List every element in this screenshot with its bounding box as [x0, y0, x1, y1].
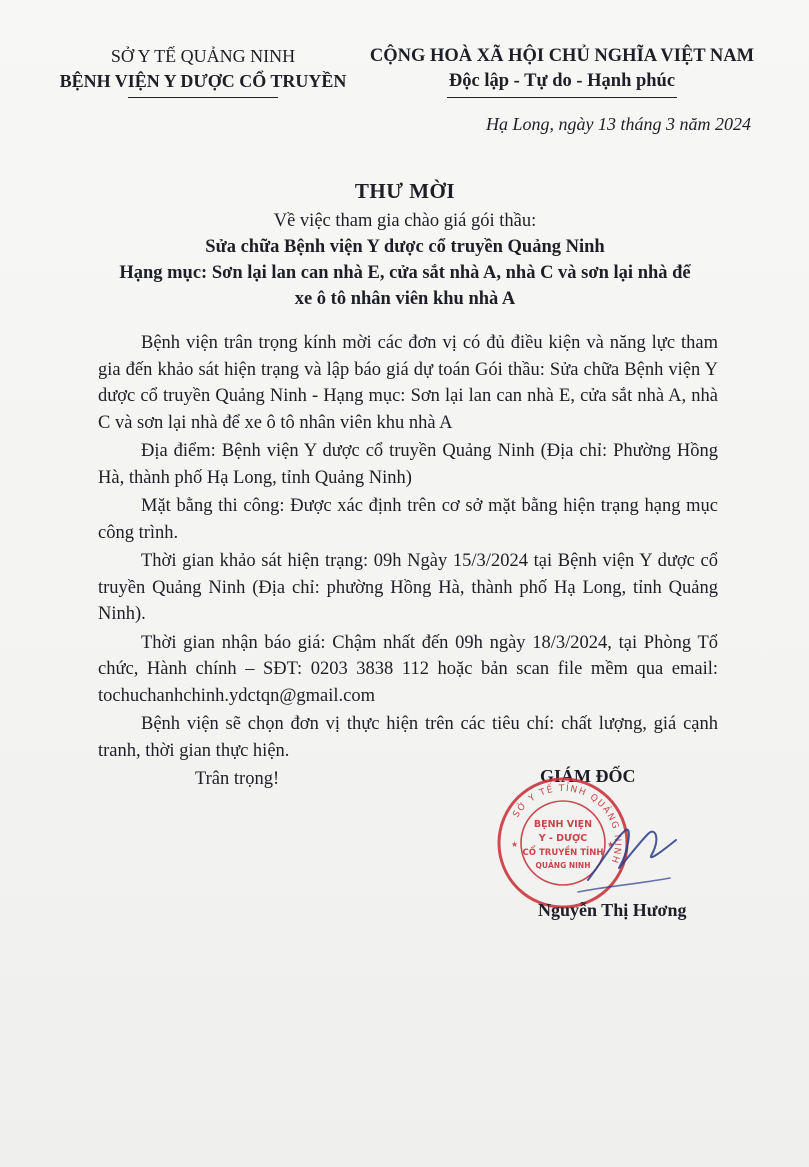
- signer-name: Nguyễn Thị Hương: [538, 900, 687, 920]
- survey-time-paragraph: Thời gian khảo sát hiện trạng: 09h Ngày 15/3/2024 tại Bệnh viện Y dược cổ truyền Quảng Ninh (Địa chỉ: phường Hồng Hà, thành phố Hạ Long, tỉnh Quảng Ninh).: [98, 551, 718, 624]
- seal-line-3: CỔ TRUYỀN TỈNH: [522, 848, 604, 858]
- letter-subject: Về việc tham gia chào giá gói thầu:: [273, 211, 537, 231]
- letter-title: THƯ MỜI: [354, 179, 456, 203]
- letter-body: [98, 330, 718, 795]
- seal-line-1: BỆNH VIỆN: [533, 819, 593, 830]
- site-paragraph: Mặt bằng thi công: Được xác định trên cơ sở mặt bằng hiện trạng hạng mục công trình.: [98, 496, 718, 543]
- issuing-agency-header: [48, 44, 358, 98]
- item-line-2: xe ô tô nhân viên khu nhà A: [294, 289, 516, 309]
- svg-text:★: ★: [511, 840, 519, 849]
- handwritten-signature: [548, 800, 688, 910]
- department-name: SỞ Y TẾ QUẢNG NINH: [110, 46, 296, 66]
- seal-line-2: Y - DƯỢC: [538, 833, 588, 844]
- title-block: [60, 178, 750, 312]
- item-line-1: Hạng mục: Sơn lại lan can nhà E, cửa sắt nhà A, nhà C và sơn lại nhà để: [119, 263, 691, 283]
- date-line: Hạ Long, ngày 13 tháng 3 năm 2024: [486, 114, 751, 134]
- header-left-underline: [128, 97, 278, 98]
- package-name: Sửa chữa Bệnh viện Y dược cổ truyền Quảng Ninh: [205, 237, 605, 257]
- national-header: [362, 44, 762, 98]
- location-paragraph: Địa điểm: Bệnh viện Y dược cổ truyền Quảng Ninh (Địa chỉ: Phường Hồng Hà, thành phố Hạ Long, tỉnh Quảng Ninh): [98, 441, 718, 488]
- selection-criteria-paragraph: Bệnh viện sẽ chọn đơn vị thực hiện trên các tiêu chí: chất lượng, giá cạnh tranh, thời gian thực hiện.: [98, 714, 718, 761]
- quote-deadline-paragraph: Thời gian nhận báo giá: Chậm nhất đến 09h ngày 18/3/2024, tại Phòng Tổ chức, Hành chính – SĐT: 0203 3838 112 hoặc bản scan file mềm qua email: tochuchanhchinh.ydctqn@gmail.com: [98, 632, 718, 706]
- hospital-name: BỆNH VIỆN Y DƯỢC CỔ TRUYỀN: [59, 71, 347, 91]
- national-motto: Độc lập - Tự do - Hạnh phúc: [448, 71, 676, 91]
- signer-title: GIÁM ĐỐC: [540, 766, 636, 786]
- seal-ring-text: SỞ Y TẾ TỈNH QUẢNG NINH: [511, 783, 623, 866]
- invitation-paragraph: Bệnh viện trân trọng kính mời các đơn vị có đủ điều kiện và năng lực tham gia đến khảo sát hiện trạng và lập báo giá dự toán Gói thầu: Sửa chữa Bệnh viện Y dược cổ truyền Quảng Ninh - Hạng mục: Sơn lại lan can nhà E, cửa sắt nhà A, nhà C và sơn lại nhà để xe ô tô nhân viên khu nhà A: [98, 333, 718, 433]
- svg-text:★: ★: [607, 840, 615, 849]
- closing-regards: Trân trọng!: [195, 769, 280, 789]
- nation-name: CỘNG HOÀ XÃ HỘI CHỦ NGHĨA VIỆT NAM: [369, 46, 755, 66]
- header-right-underline: [447, 97, 677, 98]
- seal-line-4: QUẢNG NINH: [535, 861, 591, 870]
